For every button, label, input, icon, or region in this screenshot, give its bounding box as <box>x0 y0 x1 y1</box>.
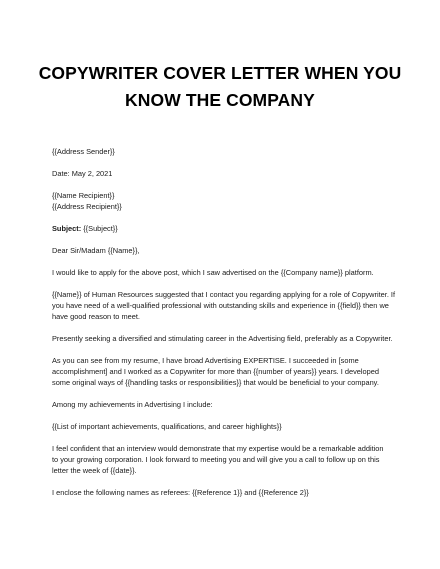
subject-label: Subject: <box>52 224 82 233</box>
paragraph-line: letter the week of {{date}}. <box>52 466 137 475</box>
recipient-address: {{Address Recipient}} <box>52 202 122 211</box>
paragraph-line: {{List of important achievements, qualifications, and career highlights}} <box>52 422 282 431</box>
letter-body <box>52 146 402 498</box>
title-line-1: COPYWRITER COVER LETTER WHEN YOU <box>38 63 402 83</box>
salutation: Dear Sir/Madam {{Name}}, <box>52 246 140 255</box>
paragraph-3 <box>52 333 402 344</box>
paragraph-line: to your growing corporation. I look forward to meeting you and will give you a call to follow up on this <box>52 455 380 464</box>
title-line-2: KNOW THE COMPANY <box>125 90 315 110</box>
subject-value: {{Subject}} <box>81 224 118 233</box>
paragraph-line: accomplishment] and I worked as a Copywriter for more than {{number of years}} years. I developed <box>52 367 379 376</box>
paragraph-line: have good reason to meet. <box>52 312 140 321</box>
subject-line <box>52 223 402 234</box>
paragraph-1 <box>52 267 402 278</box>
paragraph-6 <box>52 421 402 432</box>
paragraph-line: some original ways of {{handling tasks or responsibilities}} that would be beneficial to your company. <box>52 378 379 387</box>
paragraph-line: Presently seeking a diversified and stimulating career in the Advertising field, preferably as a Copywriter. <box>52 334 393 343</box>
recipient-name: {{Name Recipient}} <box>52 191 115 200</box>
letter-date: Date: May 2, 2021 <box>52 169 113 178</box>
paragraph-4 <box>52 355 402 388</box>
paragraph-line: you have need of a well-qualified professional with outstanding skills and experience in {{field}} then we <box>52 301 389 310</box>
sender-address: {{Address Sender}} <box>52 147 115 156</box>
paragraph-8 <box>52 487 402 498</box>
document-title <box>0 60 440 114</box>
paragraph-line: As you can see from my resume, I have broad Advertising EXPERTISE. I succeeded in [some <box>52 356 359 365</box>
paragraph-2 <box>52 289 402 322</box>
paragraph-line: I feel confident that an interview would demonstrate that my expertise would be a remarkable addition <box>52 444 384 453</box>
paragraph-5 <box>52 399 402 410</box>
paragraph-line: {{Name}} of Human Resources suggested that I contact you regarding applying for a role of Copywriter. If <box>52 290 396 299</box>
paragraph-line: I enclose the following names as referees: {{Reference 1}} and {{Reference 2}} <box>52 488 309 497</box>
paragraph-line: Among my achievements in Advertising I include: <box>52 400 213 409</box>
paragraph-7 <box>52 443 402 476</box>
paragraph-line: I would like to apply for the above post, which I saw advertised on the {{Company name}} platform. <box>52 268 374 277</box>
